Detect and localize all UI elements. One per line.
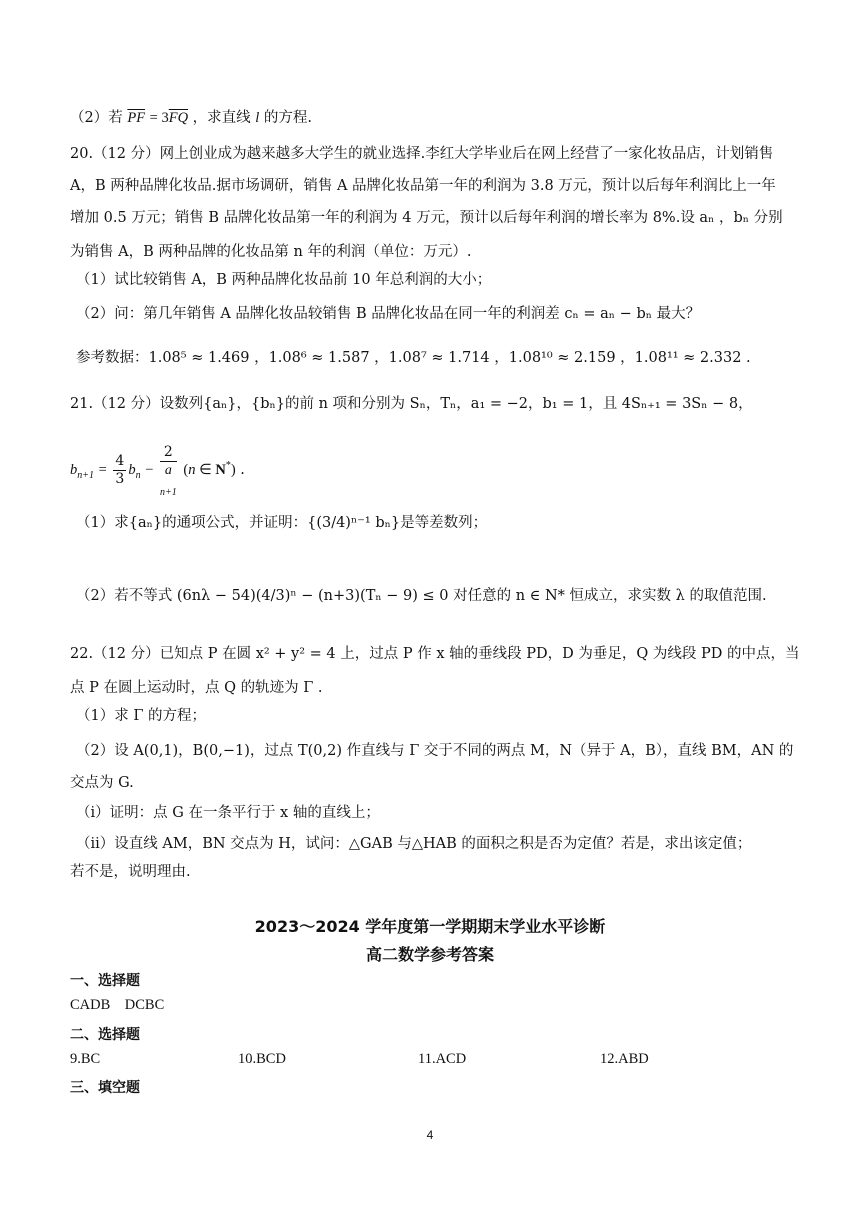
q20-part1: （1）试比较销售 A，B 两种品牌化妆品前 10 年总利润的大小；	[76, 272, 492, 288]
q22-part2-line1: （2）设 A(0,1)，B(0,−1)，过点 T(0,2) 作直线与 Γ 交于不同的两点 M，N（异于 A，B），直线 BM，AN 的	[76, 743, 794, 759]
q20-part2: （2）问：第几年销售 A 品牌化妆品较销售 B 品牌化妆品在同一年的利润差 cₙ = aₙ − bₙ 最大？	[76, 306, 701, 322]
q21-part2: （2）若不等式 (6nλ − 54)(4/3)ⁿ − (n+3)(Tₙ − 9) ≤ 0 对任意的 n ∈ N* 恒成立，求实数 λ 的取值范围.	[76, 588, 767, 604]
q20-line4: 为销售 A，B 两种品牌的化妆品第 n 年的利润（单位：万元）.	[70, 244, 472, 260]
q22-part2-line2: 交点为 G.	[70, 775, 134, 791]
section-fill-blank: 三、填空题	[70, 1080, 140, 1096]
q21-line2: $b_{n+1}$ = $\frac{4}{3}$ $b_n$ − 2 a $_{n+1}$ (n ∈ N*) .	[70, 444, 245, 498]
answer-11: 11.ACD	[418, 1051, 467, 1067]
q22-part2-ii-line2: 若不是，说明理由.	[70, 864, 191, 880]
q22-part1: （1）求 Γ 的方程；	[76, 708, 207, 724]
q21-part1: （1）求{aₙ}的通项公式，并证明：{(3/4)ⁿ⁻¹ bₙ}是等差数列；	[76, 515, 488, 531]
choice-answers-1: CADB DCBC	[70, 997, 165, 1013]
section-choice-1: 一、选择题	[70, 973, 140, 989]
q21-line1: 21.（12 分）设数列{aₙ}，{bₙ}的前 n 项和分别为 Sₙ，Tₙ，a₁ = −2，b₁ = 1，且 4Sₙ₊₁ = 3Sₙ − 8，	[70, 396, 753, 412]
q20-line2: A，B 两种品牌化妆品.据市场调研，销售 A 品牌化妆品第一年的利润为 3.8 万元，预计以后每年利润比上一年	[70, 178, 776, 194]
answer-subtitle: 高二数学参考答案	[365, 945, 494, 964]
q20-reference-data: 参考数据：1.08⁵ ≈ 1.469 ，1.08⁶ ≈ 1.587 ，1.08⁷ ≈ 1.714 ，1.08¹⁰ ≈ 2.159 ，1.08¹¹ ≈ 2.332 .	[76, 350, 751, 366]
section-choice-2: 二、选择题	[70, 1027, 140, 1043]
q22-part2-ii-line1: （ii）设直线 AM，BN 交点为 H，试问：△GAB 与△HAB 的面积之积是否为定值？若是，求出该定值；	[76, 836, 752, 852]
q19-part2: （2）若 $\overline{PF} = 3\overline{FQ}$ ，求直线 l 的方程.	[70, 110, 313, 126]
page-number: 4	[426, 1128, 434, 1142]
q20-line3: 增加 0.5 万元；销售 B 品牌化妆品第一年的利润为 4 万元，预计以后每年利润的增长率为 8%.设 aₙ ，bₙ 分别	[70, 210, 783, 226]
q20-line1: 20.（12 分）网上创业成为越来越多大学生的就业选择.李红大学毕业后在网上经营了一家化妆品店，计划销售	[70, 146, 774, 162]
answer-title: 2023～2024 学年度第一学期期末学业水平诊断	[254, 917, 606, 936]
answer-12: 12.ABD	[600, 1051, 649, 1067]
q22-line2: 点 P 在圆上运动时，点 Q 的轨迹为 Γ .	[70, 680, 323, 696]
q22-part2-i: （i）证明：点 G 在一条平行于 x 轴的直线上；	[76, 805, 380, 821]
q22-line1: 22.（12 分）已知点 P 在圆 x² + y² = 4 上，过点 P 作 x 轴的垂线段 PD，D 为垂足，Q 为线段 PD 的中点，当	[70, 646, 800, 662]
answer-10: 10.BCD	[238, 1051, 286, 1067]
answer-9: 9.BC	[70, 1051, 101, 1067]
